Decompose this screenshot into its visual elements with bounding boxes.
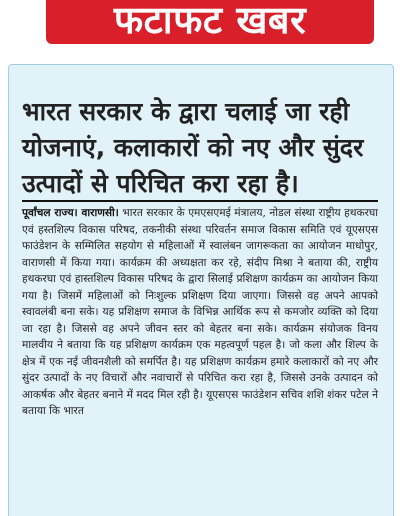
headline-divider — [22, 200, 378, 202]
masthead-banner — [46, 0, 374, 44]
article-headline: भारत सरकार के द्वारा चलाई जा रही योजनाएं, कलाकारों को नए और सुंदर उत्पादों से परिचित करा रहा है। — [22, 97, 364, 198]
article-body — [22, 205, 378, 420]
article-body-text: भारत सरकार के एमएसएमई मंत्रालय, नोडल संस्था राष्ट्रीय हथकरघा एवं हस्तशिल्प विकास परिषद, तकनीकी संस्था परिवर्तन समाज विकास समिति एवं यूएसएस फाउंडेशन के सम्मिलित सहयोग से महिलाओं में स्वालंबन जागरूकता का आयोजन माधोपुर, वाराणसी में किया गया। कार्यक्रम की अध्यक्षता कर रहे, संदीप मिश्रा ने बताया की, राष्ट्रीय हथकरघा एवं हास्तशिल्प विकास परिषद के द्वारा सिलाई प्रशिक्षण कार्यक्रम का आयोजन किया गया है। जिसमें महिलाओं को निःशुल्क प्रशिक्षण दिया जाएगा। जिससे वह अपने आपको स्वावलंबी बना सके। यह प्रशिक्षण समाज के विभिन्न आर्थिक रूप से कमजोर व्यक्ति को दिया जा रहा है। जिससे वह अपने जीवन स्तर को बेहतर बना सके। कार्यक्रम संयोजक विनय मालवीय ने बताया कि यह प्रशिक्षण कार्यक्रम एक महत्वपूर्ण पहल है। जो कला और शिल्प के क्षेत्र में एक नई जीवनशैली को समर्पित है। यह प्रशिक्षण कार्यक्रम हमारे कलाकारों को नए और सुंदर उत्पादों के नए विचारों और नवाचारों से परिचित करा रहा है, जिससे उनके उत्पादन को आकर्षक और बेहतर बनाने में मदद मिल रही है। यूएसएस फाउंडेशन सचिव शशि शंकर पटेल ने बताया कि भारत — [22, 207, 378, 417]
masthead-title: फटाफट खबर — [113, 0, 307, 42]
article-dateline: पूर्वांचल राज्य। वाराणसी। — [22, 207, 119, 219]
